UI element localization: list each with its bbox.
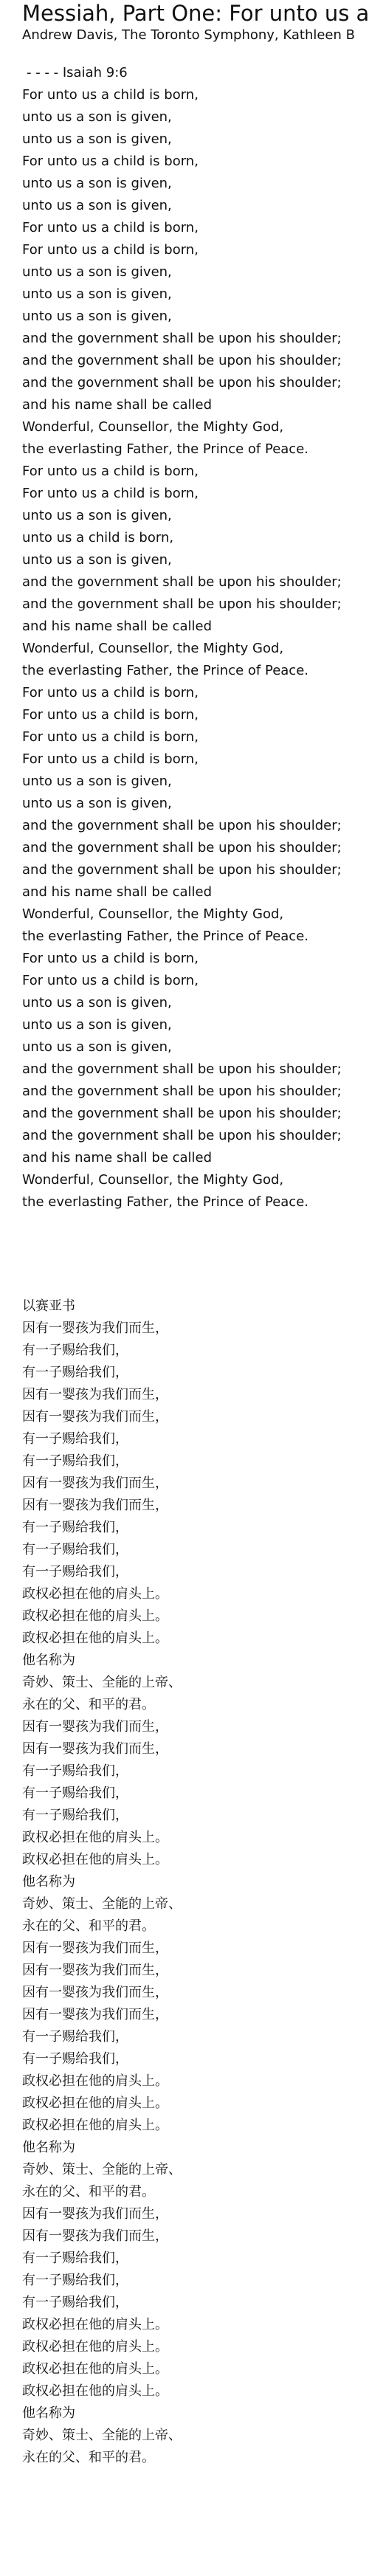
lyric-line: For unto us a child is born, bbox=[22, 154, 199, 169]
translation-line: 因有一婴孩为我们而生， bbox=[22, 1475, 168, 1491]
translation-line: 有一子赐给我们， bbox=[22, 1365, 128, 1380]
lyric-line: and his name shall be called bbox=[22, 619, 213, 634]
lyric-line: Wonderful, Counsellor, the Mighty God, bbox=[22, 419, 284, 435]
translation-line: 他名称为 bbox=[22, 1874, 75, 1890]
lyric-line: For unto us a child is born, bbox=[22, 951, 199, 966]
lyric-line: unto us a son is given, bbox=[22, 176, 172, 191]
translation-line: 因有一婴孩为我们而生， bbox=[22, 2206, 168, 2222]
lyric-line: and the government shall be upon his shoulder; bbox=[22, 596, 342, 612]
lyric-line: unto us a son is given, bbox=[22, 552, 172, 568]
lyric-line: For unto us a child is born, bbox=[22, 707, 199, 723]
translation-line: 政权必担在他的肩头上。 bbox=[22, 1630, 168, 1646]
translation-line: 政权必担在他的肩头上。 bbox=[22, 2073, 168, 2089]
lyric-line: unto us a son is given, bbox=[22, 264, 172, 280]
lyric-line: and the government shall be upon his shoulder; bbox=[22, 1128, 342, 1143]
translation-line: 因有一婴孩为我们而生， bbox=[22, 1320, 168, 1336]
lyric-line: and the government shall be upon his shoulder; bbox=[22, 1061, 342, 1077]
translation-line: 奇妙、策士、全能的上帝、 bbox=[22, 2428, 182, 2443]
translation-line: 有一子赐给我们， bbox=[22, 1542, 128, 1557]
lyric-line: For unto us a child is born, bbox=[22, 973, 199, 988]
translation-line: 永在的父、和平的君。 bbox=[22, 1697, 155, 1712]
translation-line: 永在的父、和平的君。 bbox=[22, 2450, 155, 2465]
lyric-line: and his name shall be called bbox=[22, 1150, 213, 1165]
lyric-line: unto us a son is given, bbox=[22, 995, 172, 1010]
lyric-line: For unto us a child is born, bbox=[22, 729, 199, 745]
lyric-line: unto us a son is given, bbox=[22, 309, 172, 324]
translation-line: 因有一婴孩为我们而生， bbox=[22, 1963, 168, 1978]
lyrics-block bbox=[22, 62, 342, 1213]
translation-line: 有一子赐给我们， bbox=[22, 1763, 128, 1779]
lyric-line: and the government shall be upon his shoulder; bbox=[22, 862, 342, 878]
translation-line: 有一子赐给我们， bbox=[22, 1343, 128, 1358]
lyric-line: unto us a son is given, bbox=[22, 286, 172, 302]
lyric-line: the everlasting Father, the Prince of Peace. bbox=[22, 441, 308, 457]
translation-line: 政权必担在他的肩头上。 bbox=[22, 2361, 168, 2377]
translation-line: 有一子赐给我们， bbox=[22, 2029, 128, 2045]
lyric-line: and the government shall be upon his shoulder; bbox=[22, 1084, 342, 1099]
lyric-line: unto us a son is given, bbox=[22, 508, 172, 523]
translation-line: 奇妙、策士、全能的上帝、 bbox=[22, 1675, 182, 1690]
translation-line: 因有一婴孩为我们而生， bbox=[22, 1940, 168, 1956]
lyric-line: and the government shall be upon his shoulder; bbox=[22, 818, 342, 833]
translation-line: 他名称为 bbox=[22, 2405, 75, 2421]
translation-line: 永在的父、和平的君。 bbox=[22, 2184, 155, 2200]
translation-line: 有一子赐给我们， bbox=[22, 2273, 128, 2288]
lyric-line: and the government shall be upon his shoulder; bbox=[22, 375, 342, 390]
lyric-line: the everlasting Father, the Prince of Peace. bbox=[22, 663, 308, 678]
lyric-line: and the government shall be upon his shoulder; bbox=[22, 1106, 342, 1121]
lyric-line: and his name shall be called bbox=[22, 397, 213, 413]
translation-line: 有一子赐给我们， bbox=[22, 2295, 128, 2310]
translation-block bbox=[22, 1295, 182, 2469]
translation-line: 政权必担在他的肩头上。 bbox=[22, 1830, 168, 1845]
translation-line: 他名称为 bbox=[22, 1653, 75, 1668]
translation-line: 奇妙、策士、全能的上帝、 bbox=[22, 1896, 182, 1912]
translation-line: 因有一婴孩为我们而生， bbox=[22, 1409, 168, 1425]
lyric-line: unto us a son is given, bbox=[22, 1039, 172, 1055]
lyric-line: unto us a son is given, bbox=[22, 1017, 172, 1033]
translation-line: 永在的父、和平的君。 bbox=[22, 1918, 155, 1934]
translation-line: 有一子赐给我们， bbox=[22, 2051, 128, 2067]
translation-line: 有一子赐给我们， bbox=[22, 1808, 128, 1823]
song-artists: Andrew Davis, The Toronto Symphony, Kathleen B bbox=[22, 27, 355, 43]
translation-line: 有一子赐给我们， bbox=[22, 1785, 128, 1801]
lyric-line: For unto us a child is born, bbox=[22, 751, 199, 767]
translation-line: 因有一婴孩为我们而生， bbox=[22, 1741, 168, 1757]
translation-source-line: 以赛亚书 bbox=[22, 1298, 75, 1314]
lyric-line: unto us a son is given, bbox=[22, 131, 172, 147]
translation-line: 他名称为 bbox=[22, 2140, 75, 2155]
lyric-line: unto us a son is given, bbox=[22, 796, 172, 811]
lyric-line: Wonderful, Counsellor, the Mighty God, bbox=[22, 641, 284, 656]
lyric-line: and the government shall be upon his shoulder; bbox=[22, 353, 342, 368]
lyric-line: unto us a son is given, bbox=[22, 774, 172, 789]
lyric-line: Wonderful, Counsellor, the Mighty God, bbox=[22, 906, 284, 922]
lyric-line: and the government shall be upon his shoulder; bbox=[22, 331, 342, 346]
lyric-line: Wonderful, Counsellor, the Mighty God, bbox=[22, 1172, 284, 1188]
translation-line: 政权必担在他的肩头上。 bbox=[22, 2317, 168, 2332]
lyric-line: For unto us a child is born, bbox=[22, 464, 199, 479]
song-header bbox=[22, 0, 369, 44]
translation-line: 政权必担在他的肩头上。 bbox=[22, 2383, 168, 2399]
translation-line: 因有一婴孩为我们而生， bbox=[22, 2007, 168, 2022]
lyric-line: unto us a son is given, bbox=[22, 198, 172, 213]
translation-line: 因有一婴孩为我们而生， bbox=[22, 1387, 168, 1402]
lyric-line: the everlasting Father, the Prince of Peace. bbox=[22, 1194, 308, 1210]
lyric-source-line: - - - - Isaiah 9:6 bbox=[27, 65, 128, 80]
translation-line: 政权必担在他的肩头上。 bbox=[22, 1586, 168, 1602]
translation-line: 有一子赐给我们， bbox=[22, 1431, 128, 1447]
translation-line: 政权必担在他的肩头上。 bbox=[22, 1852, 168, 1867]
translation-line: 有一子赐给我们， bbox=[22, 1520, 128, 1535]
translation-line: 奇妙、策士、全能的上帝、 bbox=[22, 2162, 182, 2177]
translation-line: 政权必担在他的肩头上。 bbox=[22, 2339, 168, 2355]
translation-line: 政权必担在他的肩头上。 bbox=[22, 2118, 168, 2133]
translation-line: 有一子赐给我们， bbox=[22, 2250, 128, 2266]
translation-line: 有一子赐给我们， bbox=[22, 1453, 128, 1469]
translation-line: 因有一婴孩为我们而生， bbox=[22, 2228, 168, 2244]
lyric-line: unto us a child is born, bbox=[22, 530, 174, 545]
lyric-line: and the government shall be upon his shoulder; bbox=[22, 574, 342, 590]
lyric-line: For unto us a child is born, bbox=[22, 486, 199, 501]
lyric-line: the everlasting Father, the Prince of Peace. bbox=[22, 929, 308, 944]
lyric-line: For unto us a child is born, bbox=[22, 685, 199, 700]
lyric-line: For unto us a child is born, bbox=[22, 87, 199, 103]
translation-line: 因有一婴孩为我们而生， bbox=[22, 1498, 168, 1513]
lyric-line: and the government shall be upon his shoulder; bbox=[22, 840, 342, 855]
lyric-line: For unto us a child is born, bbox=[22, 220, 199, 235]
translation-line: 政权必担在他的肩头上。 bbox=[22, 2095, 168, 2111]
translation-line: 有一子赐给我们， bbox=[22, 1564, 128, 1580]
lyric-line: For unto us a child is born, bbox=[22, 242, 199, 258]
translation-line: 因有一婴孩为我们而生， bbox=[22, 1985, 168, 2000]
lyric-line: unto us a son is given, bbox=[22, 109, 172, 125]
translation-line: 政权必担在他的肩头上。 bbox=[22, 1608, 168, 1624]
lyric-line: and his name shall be called bbox=[22, 884, 213, 900]
translation-line: 因有一婴孩为我们而生， bbox=[22, 1719, 168, 1735]
song-title: Messiah, Part One: For unto us a bbox=[22, 1, 369, 26]
